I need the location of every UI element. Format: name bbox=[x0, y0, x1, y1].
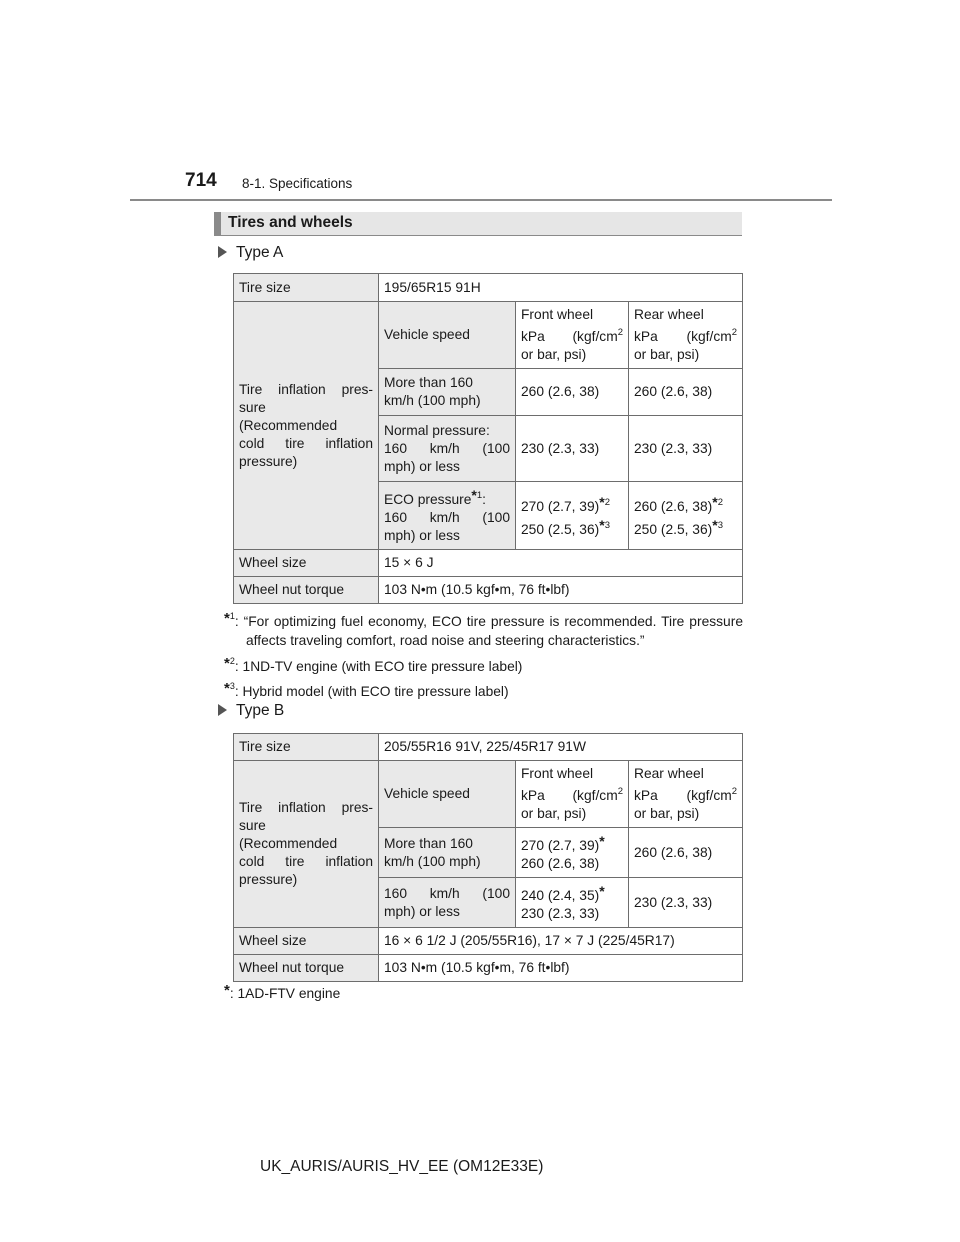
footnote-b: *: 1AD-FTV engine bbox=[224, 982, 341, 1001]
front-wheel-header: Front wheel kPa ($kgf/cm^2$ or bar, psi) bbox=[516, 302, 629, 369]
speed-over-160: More than 160 km/h (100 mph) bbox=[379, 369, 516, 416]
nut-torque-value: 103 N•m (10.5 kgf•m, 76 ft•lbf) bbox=[379, 577, 743, 604]
type-a-table bbox=[233, 273, 743, 604]
rear-wheel-header: Rear wheel kPa ($kgf/cm^2$ or bar, psi) bbox=[629, 302, 743, 369]
type-b-table bbox=[233, 733, 743, 982]
front-160-or-less: 240 (2.4, 35)* 230 (2.3, 33) bbox=[516, 878, 629, 928]
section-band bbox=[214, 212, 742, 236]
type-a-heading bbox=[218, 244, 283, 262]
nut-torque-value: 103 N•m (10.5 kgf•m, 76 ft•lbf) bbox=[379, 955, 743, 982]
band-title: Tires and wheels bbox=[228, 214, 353, 231]
inflation-label: Tire inflation pres- sure (Recommended cold tire inflation pressure) bbox=[234, 302, 379, 550]
tire-size-label: Tire size bbox=[234, 734, 379, 761]
rear-eco: 260 (2.6, 38)*$^2$ 250 (2.5, 36)*$^3$ bbox=[629, 482, 743, 550]
inflation-label: Tire inflation pres- sure (Recommended cold tire inflation pressure) bbox=[234, 761, 379, 928]
band-accent-bar bbox=[214, 212, 221, 236]
header-rule bbox=[130, 199, 832, 201]
wheel-size-value: 15 × 6 J bbox=[379, 550, 743, 577]
type-a-label: Type A bbox=[236, 244, 284, 261]
document-code: UK_AURIS/AURIS_HV_EE (OM12E33E) bbox=[260, 1158, 544, 1175]
speed-160-or-less: 160 km/h (100 mph) or less bbox=[379, 878, 516, 928]
speed-eco: ECO pressure*$^1$: 160 km/h (100 mph) or less bbox=[379, 482, 516, 550]
speed-over-160: More than 160 km/h (100 mph) bbox=[379, 828, 516, 878]
front-normal: 230 (2.3, 33) bbox=[516, 416, 629, 482]
vehicle-speed-header: Vehicle speed bbox=[379, 761, 516, 828]
tire-size-value: 205/55R16 91V, 225/45R17 91W bbox=[379, 734, 743, 761]
type-b-heading bbox=[218, 702, 284, 720]
front-over-160: 260 (2.6, 38) bbox=[516, 369, 629, 416]
arrow-right-icon bbox=[218, 704, 227, 716]
footnote-2: *$^2$: 1ND-TV engine (with ECO tire pressure label) bbox=[224, 655, 523, 674]
front-eco: 270 (2.7, 39)*$^2$ 250 (2.5, 36)*$^3$ bbox=[516, 482, 629, 550]
rear-normal: 230 (2.3, 33) bbox=[629, 416, 743, 482]
tire-size-label: Tire size bbox=[234, 274, 379, 302]
nut-torque-label: Wheel nut torque bbox=[234, 577, 379, 604]
nut-torque-label: Wheel nut torque bbox=[234, 955, 379, 982]
footnote-3: *$^3$: Hybrid model (with ECO tire pressure label) bbox=[224, 680, 509, 699]
speed-normal: Normal pressure: 160 km/h (100 mph) or less bbox=[379, 416, 516, 482]
rear-over-160: 260 (2.6, 38) bbox=[629, 369, 743, 416]
tire-size-value: 195/65R15 91H bbox=[379, 274, 743, 302]
wheel-size-label: Wheel size bbox=[234, 550, 379, 577]
section-title: 8-1. Specifications bbox=[242, 176, 353, 191]
type-b-label: Type B bbox=[236, 702, 285, 719]
arrow-right-icon bbox=[218, 246, 227, 258]
wheel-size-label: Wheel size bbox=[234, 928, 379, 955]
front-over-160: 270 (2.7, 39)* 260 (2.6, 38) bbox=[516, 828, 629, 878]
wheel-size-value: 16 × 6 1/2 J (205/55R16), 17 × 7 J (225/45R17) bbox=[379, 928, 743, 955]
rear-wheel-header: Rear wheel kPa ($kgf/cm^2$ or bar, psi) bbox=[629, 761, 743, 828]
rear-over-160: 260 (2.6, 38) bbox=[629, 828, 743, 878]
vehicle-speed-header: Vehicle speed bbox=[379, 302, 516, 369]
page-number: 714 bbox=[185, 170, 217, 191]
front-wheel-header: Front wheel kPa ($kgf/cm^2$ or bar, psi) bbox=[516, 761, 629, 828]
rear-160-or-less: 230 (2.3, 33) bbox=[629, 878, 743, 928]
footnote-1: *$^1$: “For optimizing fuel economy, ECO tire pressure is recommended. Tire pressure affects traveling comfort, road noise and steering characteristics.” bbox=[224, 610, 743, 648]
